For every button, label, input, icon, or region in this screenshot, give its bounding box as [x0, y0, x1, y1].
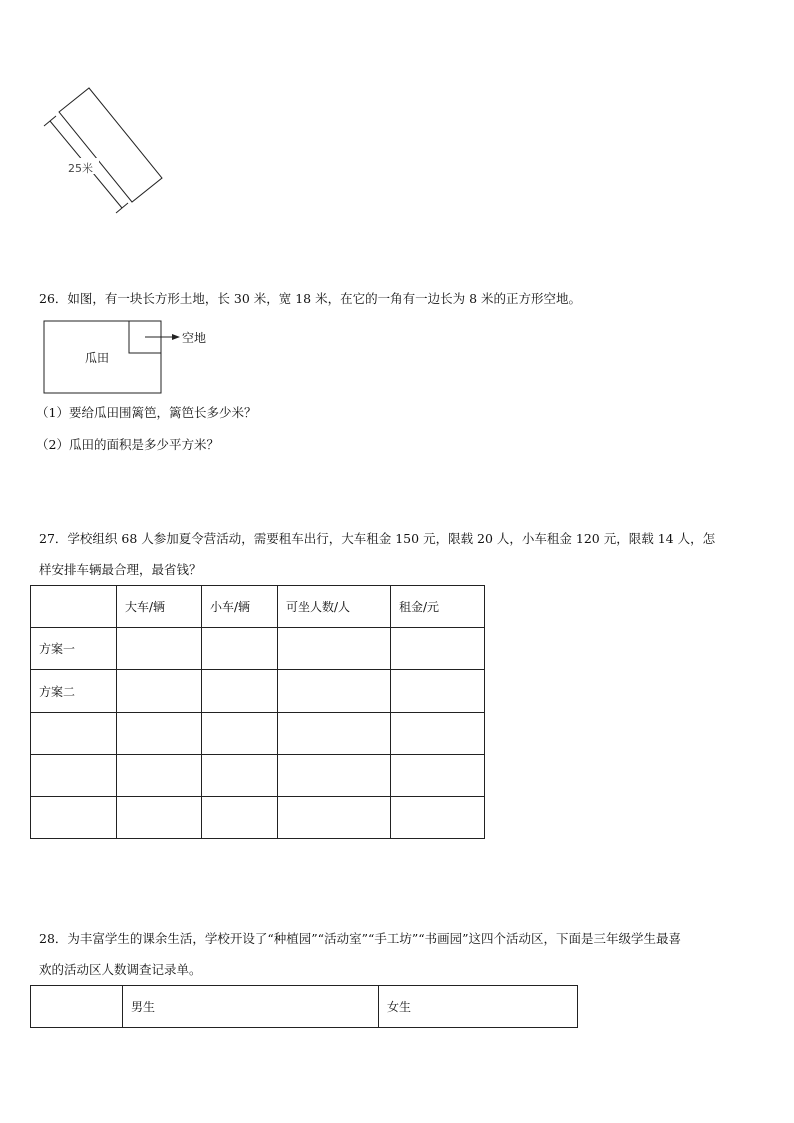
table-cell: [31, 713, 117, 755]
table-cell: [391, 670, 485, 713]
dimension-tick-top: [44, 116, 56, 126]
table-cell: [117, 628, 202, 670]
table-cell: [202, 670, 278, 713]
question-26-text: 26．如图，有一块长方形土地，长 30 米，宽 18 米，在它的一角有一边长为 8 米的正方形空地。: [39, 291, 582, 306]
tilted-rectangle-figure: [40, 80, 180, 220]
table-cell: [278, 713, 391, 755]
table-cell: [117, 797, 202, 839]
table-cell: [391, 713, 485, 755]
question-26-sub2: （2）瓜田的面积是多少平方米？: [36, 437, 219, 452]
table-header-cell: 小车/辆: [202, 586, 278, 628]
question-27-line2: 样安排车辆最合理，最省钱？: [39, 562, 202, 577]
question-28-line2: 欢的活动区人数调查记录单。: [39, 962, 202, 977]
table-header-cell: 男生: [123, 986, 379, 1028]
table-header-cell: [31, 586, 117, 628]
table-cell: [117, 670, 202, 713]
dimension-tick-bottom: [116, 203, 128, 213]
table-cell: [278, 628, 391, 670]
field-label: 瓜田: [85, 351, 110, 365]
table-cell: [117, 755, 202, 797]
table-header-cell: 大车/辆: [117, 586, 202, 628]
table-cell: [31, 797, 117, 839]
table-header-cell: 女生: [379, 986, 578, 1028]
table-header-row: [31, 586, 485, 628]
table-cell: 方案一: [31, 628, 117, 670]
table-cell: [278, 670, 391, 713]
table-cell: [202, 628, 278, 670]
table-cell: [278, 755, 391, 797]
table-cell: 方案二: [31, 670, 117, 713]
table-cell: [202, 797, 278, 839]
table-row: [31, 670, 485, 713]
table-cell: [202, 755, 278, 797]
table-cell: [391, 628, 485, 670]
table-cell: [391, 755, 485, 797]
table-header-cell: [31, 986, 123, 1028]
table-row: [31, 628, 485, 670]
table-header-cell: 可坐人数/人: [278, 586, 391, 628]
dimension-label: 25米: [68, 162, 93, 175]
table-cell: [202, 713, 278, 755]
table-cell: [278, 797, 391, 839]
question-28-line1: 28．为丰富学生的课余生活，学校开设了“种植园”“活动室”“手工坊”“书画园”这四个活动区，下面是三年级学生最喜: [39, 931, 682, 946]
table-row: [31, 755, 485, 797]
tilted-rectangle: [59, 88, 162, 202]
table-row: [31, 713, 485, 755]
plan-table: [30, 585, 485, 839]
survey-table: [30, 985, 578, 1028]
table-row: [31, 797, 485, 839]
table-cell: [391, 797, 485, 839]
arrow-head-icon: [172, 334, 180, 340]
table-cell: [31, 755, 117, 797]
table-cell: [117, 713, 202, 755]
table-header-cell: 租金/元: [391, 586, 485, 628]
question-27-line1: 27．学校组织 68 人参加夏令营活动，需要租车出行，大车租金 150 元，限载 20 人，小车租金 120 元，限载 14 人，怎: [39, 531, 716, 546]
empty-land-label: 空地: [182, 331, 207, 345]
table-header-row: [31, 986, 578, 1028]
question-26-sub1: （1）要给瓜田围篱笆，篱笆长多少米？: [36, 405, 257, 420]
